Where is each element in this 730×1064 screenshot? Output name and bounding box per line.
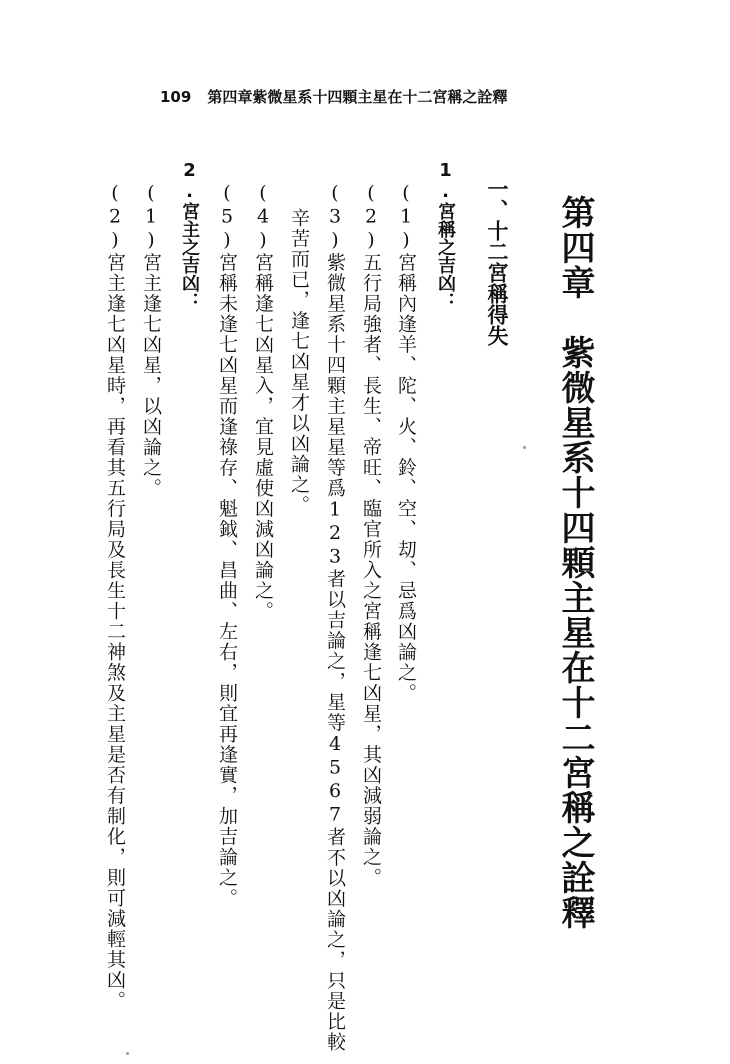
- chapter-title: 第四章 紫微星系十四顆主星在十二宮稱之詮釋: [555, 195, 595, 930]
- subsection-heading-1: 1.宮稱之吉凶：: [435, 160, 456, 310]
- running-title: 第四章紫微星系十四顆主星在十二宮稱之詮釋: [207, 88, 508, 106]
- text-line: (1)宮稱內逢羊、陀、火、鈴、空、刧、忌爲凶論之。: [395, 182, 417, 704]
- scan-speck: [126, 1052, 129, 1055]
- page-number: 109: [160, 87, 192, 106]
- text-line: (3)紫微星系十四顆主星星等爲123者以吉論之，星等4567者不以凶論之，只是比較: [324, 182, 346, 1053]
- text-line: 辛苦而已，逢七凶星才以凶論之。: [288, 208, 310, 516]
- text-line: (1)宮主逢七凶星，以凶論之。: [140, 182, 162, 499]
- text-line: (5)宮稱未逢七凶星而逢祿存、魁鉞、昌曲、左右，則宜再逢實，加吉論之。: [216, 182, 238, 909]
- page-header: [160, 86, 590, 107]
- text-line: (2)宮主逢七凶星時，再看其五行局及長生十二神煞及主星是否有制化，則可減輕其凶。: [104, 182, 126, 1011]
- section-title: 一、十二宮稱得失: [485, 178, 509, 346]
- scan-speck: [523, 446, 526, 449]
- text-line: (4)宮稱逢七凶星入，宜見虛使凶減凶論之。: [252, 182, 274, 622]
- subsection-heading-2: 2.宮主之吉凶：: [179, 160, 200, 310]
- text-line: (2)五行局強者、長生、帝旺、臨官所入之宮稱逢七凶星，其凶減弱論之。: [360, 182, 382, 888]
